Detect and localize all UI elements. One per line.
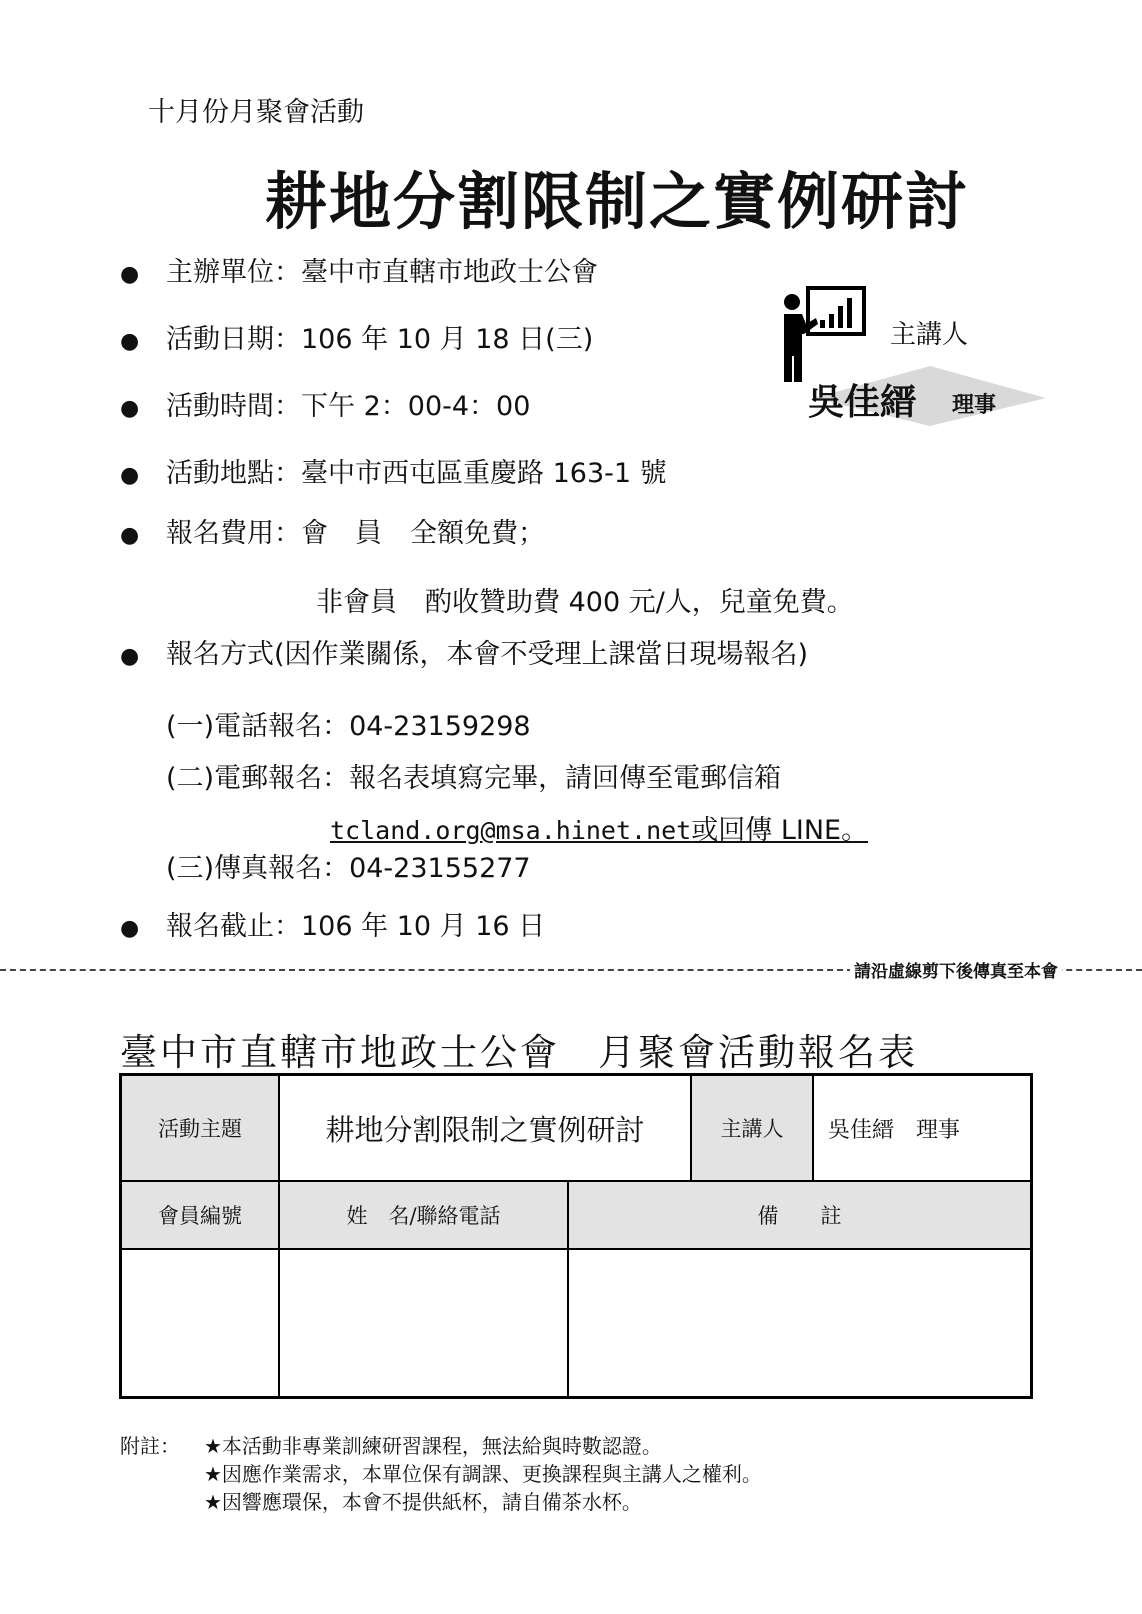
method-value: (因作業關係，本會不受理上課當日現場報名) xyxy=(274,639,809,670)
date-value: 106 年 10 月 18 日(三) xyxy=(301,324,594,355)
speaker-value-cell: 吳佳縉 理事 xyxy=(828,1117,961,1143)
time-value: 下午 2：00-4：00 xyxy=(301,391,531,422)
email-suffix: 或回傳 LINE。 xyxy=(691,815,869,846)
member-no-header: 會員編號 xyxy=(122,1182,278,1248)
bullet-icon: ● xyxy=(120,396,140,421)
fee-nonmember-label: 非會員 xyxy=(316,587,397,618)
bullet-icon: ● xyxy=(120,463,140,488)
name-phone-input-cell[interactable] xyxy=(280,1250,567,1396)
table-divider xyxy=(567,1180,569,1396)
date-label: 活動日期 xyxy=(166,324,274,355)
info-place xyxy=(120,451,667,490)
colon: ： xyxy=(274,911,301,942)
fax-value: 04-23155277 xyxy=(349,853,531,884)
note-item: ★因應作業需求，本單位保有調課、更換課程與主講人之權利。 xyxy=(204,1462,762,1486)
table-divider xyxy=(122,1248,1030,1250)
topic-label-cell: 活動主題 xyxy=(122,1076,278,1180)
speaker-label-cell: 主講人 xyxy=(692,1076,812,1180)
info-date xyxy=(120,317,593,356)
colon: ： xyxy=(274,458,301,489)
organizer-value: 臺中市直轄市地政士公會 xyxy=(301,257,598,288)
info-method xyxy=(120,632,808,671)
fee-label: 報名費用 xyxy=(166,518,274,549)
info-deadline xyxy=(120,904,545,943)
deadline-value: 106 年 10 月 16 日 xyxy=(301,911,546,942)
fee-nonmember-value: 酌收贊助費 400 元/人，兒童免費。 xyxy=(425,587,854,618)
speaker-name: 吳佳縉 xyxy=(808,381,917,423)
colon: ： xyxy=(322,853,350,884)
page-title: 耕地分割限制之實例研討 xyxy=(265,165,970,238)
bullet-icon: ● xyxy=(120,644,140,669)
bullet-icon: ● xyxy=(120,262,140,287)
place-label: 活動地點 xyxy=(166,458,274,489)
time-label: 活動時間 xyxy=(166,391,274,422)
table-divider xyxy=(122,1180,1030,1182)
table-divider xyxy=(690,1076,692,1180)
speaker-role: 理事 xyxy=(952,392,997,418)
info-email-address-row xyxy=(330,808,868,847)
cut-note: 請沿虛線剪下後傳真至本會 xyxy=(850,957,1062,982)
name-phone-header: 姓 名/聯絡電話 xyxy=(280,1182,567,1248)
notes-label: 附註： xyxy=(120,1434,180,1458)
colon: ： xyxy=(274,391,301,422)
info-fee xyxy=(120,511,545,550)
form-title xyxy=(120,1022,918,1076)
organizer-label: 主辦單位 xyxy=(166,257,274,288)
remarks-header: 備 註 xyxy=(569,1182,1030,1248)
fax-label: (三)傳真報名 xyxy=(166,853,323,884)
member-no-input-cell[interactable] xyxy=(122,1250,278,1396)
form-title-name: 月聚會活動報名表 xyxy=(598,1031,918,1074)
bullet-icon: ● xyxy=(120,523,140,548)
info-organizer xyxy=(120,250,598,289)
place-value: 臺中市西屯區重慶路 163-1 號 xyxy=(301,458,667,489)
remarks-input-cell[interactable] xyxy=(569,1250,1030,1396)
table-divider xyxy=(278,1076,280,1396)
fee-member-value: 全額免費； xyxy=(410,518,545,549)
info-fax xyxy=(166,846,531,885)
info-email xyxy=(166,756,781,795)
speaker-box xyxy=(780,282,1060,442)
bullet-icon: ● xyxy=(120,916,140,941)
cut-line xyxy=(0,961,1142,982)
page-subtitle: 十月份月聚會活動 xyxy=(148,97,364,128)
email-value: 報名表填寫完畢，請回傳至電郵信箱 xyxy=(349,763,782,794)
colon: ： xyxy=(322,711,350,742)
form-title-org: 臺中市直轄市地政士公會 xyxy=(120,1031,560,1074)
info-time xyxy=(120,384,530,423)
info-phone xyxy=(166,704,531,743)
email-address-link[interactable]: tcland.org@msa.hinet.net xyxy=(330,816,692,845)
topic-value-cell: 耕地分割限制之實例研討 xyxy=(325,1112,645,1147)
colon: ： xyxy=(274,518,301,549)
colon: ： xyxy=(274,257,301,288)
method-label: 報名方式 xyxy=(166,639,274,670)
table-divider xyxy=(812,1076,814,1180)
speaker-label: 主講人 xyxy=(890,320,969,350)
colon: ： xyxy=(274,324,301,355)
info-fee-nonmember xyxy=(316,580,854,619)
bullet-icon: ● xyxy=(120,329,140,354)
colon: ： xyxy=(322,763,350,794)
note-item: ★因響應環保，本會不提供紙杯，請自備茶水杯。 xyxy=(204,1490,642,1514)
email-label: (二)電郵報名 xyxy=(166,763,323,794)
fee-member-label: 會 員 xyxy=(301,518,382,549)
phone-value: 04-23159298 xyxy=(349,711,531,742)
note-item: ★本活動非專業訓練研習課程，無法給與時數認證。 xyxy=(204,1434,662,1458)
deadline-label: 報名截止 xyxy=(166,911,274,942)
phone-label: (一)電話報名 xyxy=(166,711,323,742)
registration-form-table xyxy=(119,1073,1033,1399)
